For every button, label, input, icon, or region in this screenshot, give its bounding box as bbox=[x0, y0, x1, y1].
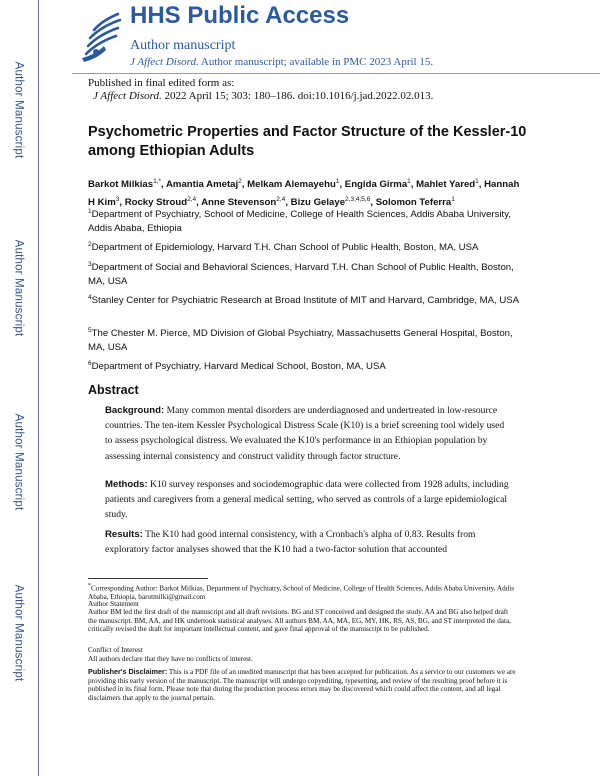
affiliation: $^1$Department of Psychiatry, School of Medicine, College of Health Sciences, Addis Ababa University, Addis Ababa, Ethiopia bbox=[88, 208, 511, 235]
abstract-methods: Methods: K10 survey responses and sociodemographic data were collected from 1928 adults, including patients and caregivers from a general medical setting, who served as controls of a large epidemiological study. bbox=[105, 479, 509, 521]
publisher-disclaimer: Publisher's Disclaimer: This is a PDF file of an unedited manuscript that has been accepted for publication. As a service to our customers we are providing this early version of the manuscript. The manuscript will undergo copyediting, typesetting, and review of the resulting proof before it is published in its final form. Please note that during the production process errors may be discovered which could affect the content, and all legal disclaimers that apply to the journal pertain. bbox=[88, 667, 516, 703]
manuscript-label: Author manuscript bbox=[130, 38, 236, 53]
corresponding-author-note: *Corresponding Author: Barkot Milkias, Department of Psychiatry, School of Medicine, College of Health Sciences, Addis Ababa University, Addis Ababa, Ethiopia, barotmilki@gmail.com bbox=[88, 583, 515, 602]
affiliation: $^4$Stanley Center for Psychiatric Research at Broad Institute of MIT and Harvard, Cambridge, MA, USA bbox=[88, 294, 520, 307]
author: Solomon Teferra$^1$ bbox=[375, 196, 455, 209]
author: Amantia Ametaj$^2$, bbox=[166, 178, 248, 191]
hhs-eagle-icon bbox=[76, 6, 126, 66]
journal-name: J Affect Disord. bbox=[130, 56, 199, 68]
author: Melkam Alemayehu$^1$, bbox=[247, 178, 345, 191]
side-label-author-manuscript: Author Manuscript bbox=[12, 584, 25, 682]
abstract-heading: Abstract bbox=[88, 383, 139, 397]
affiliation: $^6$Department of Psychiatry, Harvard Medical School, Boston, MA, USA bbox=[88, 360, 386, 373]
conflict-statement: All authors declare that they have no conflicts of interest. bbox=[88, 655, 253, 663]
author: Anne Stevenson$^{2,4}$, bbox=[201, 196, 291, 209]
affiliation: $^3$Department of Social and Behavioral Sciences, Harvard T.H. Chan School of Public Health, Boston, MA, USA bbox=[88, 261, 514, 288]
side-label-author-manuscript: Author Manuscript bbox=[12, 239, 25, 337]
author: Engida Girma$^1$, bbox=[344, 178, 417, 191]
affiliation: $^5$The Chester M. Pierce, MD Division of Global Psychiatry, Massachusetts General Hospital, Boston, MA, USA bbox=[88, 327, 513, 354]
published-label: Published in final edited form as: bbox=[88, 77, 235, 89]
article-title: Psychometric Properties and Factor Structure of the Kessler-10 among Ethiopian Adults bbox=[88, 124, 527, 159]
author: Hannah H Kim$^3$, bbox=[88, 179, 520, 209]
side-label-author-manuscript: Author Manuscript bbox=[12, 413, 25, 511]
header-divider bbox=[72, 73, 600, 74]
availability-line: J Affect Disord. Author manuscript; available in PMC 2023 April 15. bbox=[130, 56, 434, 68]
affiliation: $^2$Department of Epidemiology, Harvard T.H. Chan School of Public Health, Boston, MA, USA bbox=[88, 241, 479, 254]
author: Bizu Gelaye$^{2,3,4,5,6}$, bbox=[290, 196, 376, 209]
footnote-divider bbox=[88, 578, 208, 579]
author-statement-heading: Author Statement bbox=[88, 600, 139, 608]
author: Mahlet Yared$^1$, bbox=[416, 178, 482, 191]
margin-rule bbox=[38, 0, 39, 776]
author-statement: Author BM led the first draft of the manuscript and all draft revisions. BG and ST conceived and designed the study. AA and BG also helped draft the manuscript. BM, AA, and HK undertook statistical analyses. All authors BM, AA, MA, EG, MY, HK, RS, AS, BG, and ST interpreted the data, critically revised the draft for important intellectual content, and gave final approval of the manuscript to be published. bbox=[88, 608, 511, 634]
abstract-background: Background: Many common mental disorders are underdiagnosed and undertreated in low-resource countries. The ten-item Kessler Psychological Distress Scale (K10) is a brief screening tool widely used to assess psychological distress. We evaluated the K10's performance in an Ethiopian population by assessing internal consistency and construct validity through factor structure. bbox=[105, 405, 505, 462]
citation-line: J Affect Disord. 2022 April 15; 303: 180–186. doi:10.1016/j.jad.2022.02.013. bbox=[93, 90, 434, 102]
abstract-results: Results: The K10 had good internal consistency, with a Cronbach's alpha of 0.83. Results from exploratory factor analyses showed that the K10 had a two-factor solution that accounted bbox=[105, 529, 476, 556]
side-label-author-manuscript: Author Manuscript bbox=[12, 61, 25, 159]
conflict-heading: Conflict of Interest bbox=[88, 646, 143, 654]
author: Rocky Stroud$^{2,4}$, bbox=[124, 196, 202, 209]
author: Barkot Milkias$^{1,*}$, bbox=[88, 178, 166, 191]
hhs-title: HHS Public Access bbox=[130, 2, 350, 29]
